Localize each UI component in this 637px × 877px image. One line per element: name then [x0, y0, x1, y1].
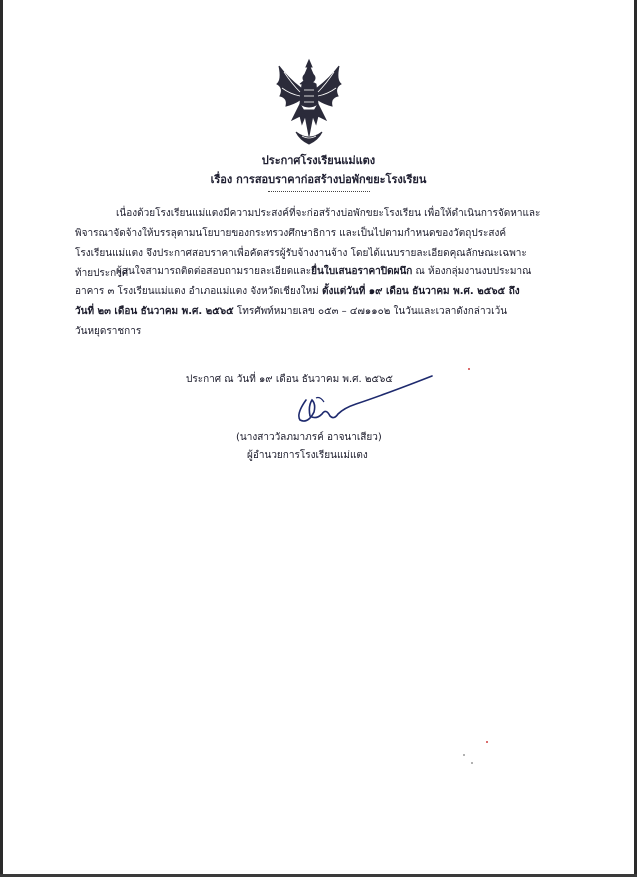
- paragraph2-line: [75, 262, 570, 282]
- sealed-bid-text: ยื่นใบเสนอราคาปิดผนึก: [311, 266, 413, 277]
- paragraph1-line: เนื่องด้วยโรงเรียนแม่แตงมีความประสงค์ที่จะก่อสร้างบ่อพักขยะโรงเรียน เพื่อให้ดำเนินการจัดหาและ: [116, 208, 541, 219]
- garuda-emblem: [274, 58, 344, 148]
- paragraph1-line: ท้ายประกาศ: [75, 268, 129, 279]
- grey-speck: [471, 762, 473, 764]
- grey-speck: [463, 754, 465, 756]
- paragraph1-line: โรงเรียนแม่แตง จึงประกาศสอบราคาเพื่อคัดสรรผู้รับจ้างงานจ้าง โดยได้แนบรายละเอียดคุณลักษณะเฉพาะ: [75, 248, 527, 259]
- end-date-text: วันที่ ๒๓ เดือน ธันวาคม พ.ศ. ๒๕๖๕: [75, 306, 234, 317]
- paragraph1-line: พิจารณาจัดจ้างให้บรรลุตามนโยบายของกระทรวงศึกษาธิการ และเป็นไปตามกำหนดของวัตถุประสงค์: [75, 228, 507, 239]
- phone-text: โทรศัพท์หมายเลข ๐๕๓ – ๔๗๑๑๐๒ ในวันและเวลาดังกล่าวเว้น: [233, 306, 508, 317]
- location-text: ณ ห้องกลุ่มงานงบประมาณ: [412, 266, 532, 277]
- announcement-title: ประกาศโรงเรียนแม่แตง: [261, 154, 376, 167]
- address-text: อาคาร ๓ โรงเรียนแม่แตง อำเภอแม่แตง จังหวัดเชียงใหม่: [75, 286, 322, 297]
- contact-text: ผู้สนใจสามารถติดต่อสอบถามรายละเอียดและ: [116, 266, 312, 277]
- dotted-divider: [268, 191, 370, 192]
- paragraph2-line: [75, 302, 570, 322]
- signer-name: (นางสาววัลภมาภรค์ อาจนาเสียว): [236, 432, 382, 443]
- paragraph-contact: [75, 262, 570, 342]
- start-date-text: ตั้งแต่วันที่ ๑๙ เดือน ธันวาคม พ.ศ. ๒๕๖๕ ถึง: [321, 286, 520, 297]
- page-edge-left: [0, 0, 3, 877]
- handwritten-signature: [286, 374, 436, 426]
- red-speck: [468, 368, 470, 370]
- red-speck: [486, 741, 488, 743]
- subject-line: เรื่อง การสอบราคาก่อสร้างบ่อพักขยะโรงเรียน: [210, 173, 427, 186]
- paragraph2-line: [75, 282, 570, 302]
- paragraph2-line: วันหยุดราชการ: [75, 326, 142, 337]
- announce-date: ประกาศ ณ วันที่ ๑๙ เดือน ธันวาคม พ.ศ. ๒๕๖๕: [186, 374, 393, 385]
- signer-position: ผู้อำนวยการโรงเรียนแม่แตง: [247, 450, 368, 461]
